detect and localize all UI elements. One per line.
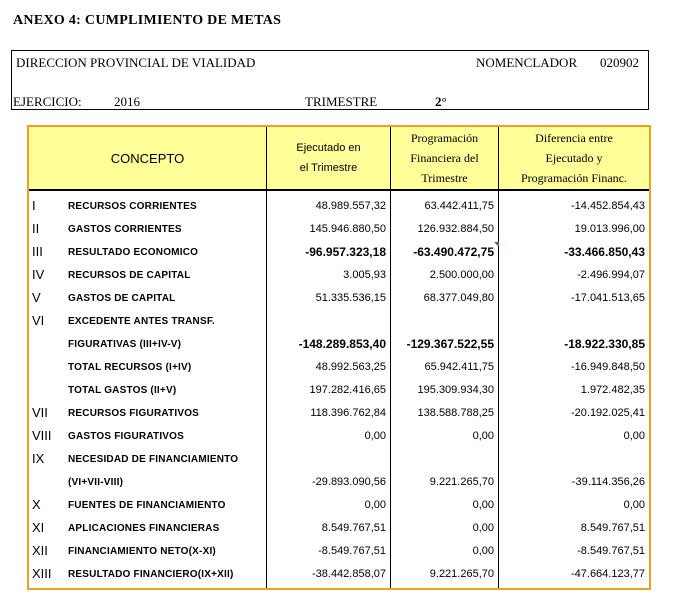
header-diferencia-line1: Diferencia entre (535, 131, 613, 145)
direccion-label: DIRECCION PROVINCIAL DE VIALIDAD (16, 55, 256, 70)
row-diferencia-value: -17.041.513,65 (570, 292, 645, 304)
metas-table (27, 125, 651, 590)
row-concept-label: TOTAL RECURSOS (I+IV) (68, 362, 192, 373)
row-diferencia-value: 0,00 (623, 499, 645, 511)
table-row (29, 218, 649, 241)
header-concepto: CONCEPTO (110, 150, 185, 166)
header-ejecutado (266, 127, 390, 189)
row-diferencia-value: -47.664.123,77 (570, 568, 645, 580)
row-diferencia-value: -18.922.330,85 (564, 337, 645, 351)
table-row (29, 264, 649, 287)
row-concept-label: APLICACIONES FINANCIERAS (68, 523, 220, 534)
row-diferencia-value: -20.192.025,41 (570, 407, 645, 419)
row-programacion-value: 126.932.884,50 (417, 223, 494, 235)
row-roman-numeral: III (32, 244, 43, 259)
table-row (29, 448, 649, 471)
row-roman-numeral: VII (32, 405, 48, 420)
row-programacion-value: -129.367.522,55 (406, 337, 494, 351)
row-concept-label: GASTOS CORRIENTES (68, 224, 182, 235)
row-programacion-value: 0,00 (472, 430, 494, 442)
row-diferencia-value: 19.013.996,00 (574, 223, 645, 235)
row-concept-label: FINANCIAMIENTO NETO(X-XI) (68, 546, 216, 557)
table-row (29, 333, 649, 356)
nomenclador-value: 020902 (600, 55, 639, 70)
header-programacion-line1: Programación (410, 131, 479, 145)
row-concept-label: RESULTADO ECONOMICO (68, 247, 199, 258)
row-roman-numeral: X (32, 497, 41, 512)
row-roman-numeral: VI (32, 313, 45, 328)
table-row (29, 471, 649, 494)
header-programacion-line2: Financiera del (410, 151, 479, 165)
header-ejecutado-line1: Ejecutado en (296, 142, 361, 154)
row-concept-label: RECURSOS FIGURATIVOS (68, 408, 200, 419)
row-concept-label: NECESIDAD DE FINANCIAMIENTO (68, 454, 239, 465)
row-ejecutado-value: 3.005,93 (343, 269, 386, 281)
table-row (29, 195, 649, 218)
row-ejecutado-value: -38.442.858,07 (311, 568, 386, 580)
row-programacion-value: 9.221.265,70 (429, 568, 494, 580)
row-concept-label: RECURSOS CORRIENTES (68, 201, 197, 212)
table-row (29, 379, 649, 402)
row-diferencia-value: -2.496.994,07 (577, 269, 645, 281)
row-concept-label: RECURSOS DE CAPITAL (68, 270, 191, 281)
row-roman-numeral: XII (32, 543, 48, 558)
table-row (29, 563, 649, 586)
trimestre-label: TRIMESTRE (305, 94, 378, 109)
row-ejecutado-value: 8.549.767,51 (321, 522, 386, 534)
row-diferencia-value: -8.549.767,51 (577, 545, 645, 557)
row-programacion-value: 9.221.265,70 (429, 476, 494, 488)
table-row (29, 310, 649, 333)
table-row (29, 402, 649, 425)
comment-marker (494, 242, 499, 247)
row-roman-numeral: IV (32, 267, 45, 282)
row-roman-numeral: XIII (32, 566, 52, 581)
row-ejecutado-value: 0,00 (364, 430, 386, 442)
header-diferencia (498, 127, 649, 189)
row-diferencia-value: 0,00 (623, 430, 645, 442)
table-row (29, 540, 649, 563)
row-programacion-value: 65.942.411,75 (424, 361, 494, 373)
row-concept-label: TOTAL GASTOS (II+V) (68, 385, 177, 396)
row-roman-numeral: VIII (32, 428, 52, 443)
row-roman-numeral: XI (32, 520, 45, 535)
row-ejecutado-value: 197.282.416,65 (309, 384, 386, 396)
row-ejecutado-value: 118.396.762,84 (310, 407, 386, 419)
info-box (11, 50, 649, 110)
header-programacion (390, 127, 498, 189)
row-diferencia-value: -14.452.854,43 (570, 200, 645, 212)
table-body (29, 191, 649, 588)
table-row (29, 494, 649, 517)
header-diferencia-line3: Programación Financ. (521, 171, 627, 185)
row-roman-numeral: II (32, 221, 40, 236)
row-diferencia-value: -16.949.848,50 (570, 361, 645, 373)
row-concept-label: GASTOS FIGURATIVOS (68, 431, 185, 442)
header-diferencia-line2: Ejecutado y (545, 151, 603, 165)
ejercicio-value: 2016 (114, 94, 140, 109)
row-ejecutado-value: 48.992.563,25 (315, 361, 386, 373)
row-programacion-value: 0,00 (472, 522, 494, 534)
header-programacion-line3: Trimestre (421, 171, 468, 185)
row-concept-label: FUENTES DE FINANCIAMIENTO (68, 500, 226, 511)
trimestre-value: 2° (435, 94, 447, 109)
row-diferencia-value: 1.972.482,35 (580, 384, 645, 396)
row-concept-label: RESULTADO FINANCIERO(IX+XII) (68, 569, 234, 580)
row-diferencia-value: 8.549.767,51 (580, 522, 645, 534)
table-row (29, 287, 649, 310)
table-header (29, 127, 649, 191)
row-programacion-value: 2.500.000,00 (429, 269, 494, 281)
row-programacion-value: -63.490.472,75 (413, 245, 494, 259)
row-programacion-value: 63.442.411,75 (424, 200, 494, 212)
row-ejecutado-value: -148.289.853,40 (298, 337, 386, 351)
row-ejecutado-value: -29.893.090,56 (311, 476, 386, 488)
row-ejecutado-value: 51.335.536,15 (315, 292, 386, 304)
row-programacion-value: 0,00 (472, 499, 494, 511)
row-ejecutado-value: -96.957.323,18 (305, 245, 386, 259)
row-concept-label: (VI+VII-VIII) (68, 477, 124, 488)
row-diferencia-value: -39.114.356,26 (571, 476, 645, 488)
row-programacion-value: 0,00 (472, 545, 494, 557)
row-ejecutado-value: 0,00 (364, 499, 386, 511)
row-concept-label: EXCEDENTE ANTES TRANSF. (68, 316, 216, 327)
row-ejecutado-value: 145.946.880,50 (309, 223, 386, 235)
row-programacion-value: 68.377.049,80 (423, 292, 494, 304)
row-concept-label: FIGURATIVAS (III+IV-V) (68, 339, 182, 350)
header-ejecutado-line2: el Trimestre (299, 162, 358, 174)
table-row (29, 517, 649, 540)
table-row (29, 425, 649, 448)
nomenclador-label: NOMENCLADOR (476, 55, 578, 70)
table-row (29, 356, 649, 379)
document-title: ANEXO 4: CUMPLIMIENTO DE METAS (13, 13, 282, 28)
row-diferencia-value: -33.466.850,43 (564, 245, 645, 259)
row-roman-numeral: V (32, 290, 41, 305)
row-concept-label: GASTOS DE CAPITAL (68, 293, 176, 304)
row-roman-numeral: I (32, 198, 36, 213)
table-row (29, 241, 649, 264)
row-ejecutado-value: 48.989.557,32 (315, 200, 386, 212)
row-programacion-value: 138.588.788,25 (417, 407, 494, 419)
row-roman-numeral: IX (32, 451, 45, 466)
row-ejecutado-value: -8.549.767,51 (318, 545, 386, 557)
ejercicio-label: EJERCICIO: (13, 94, 82, 109)
row-programacion-value: 195.309.934,30 (417, 384, 494, 396)
